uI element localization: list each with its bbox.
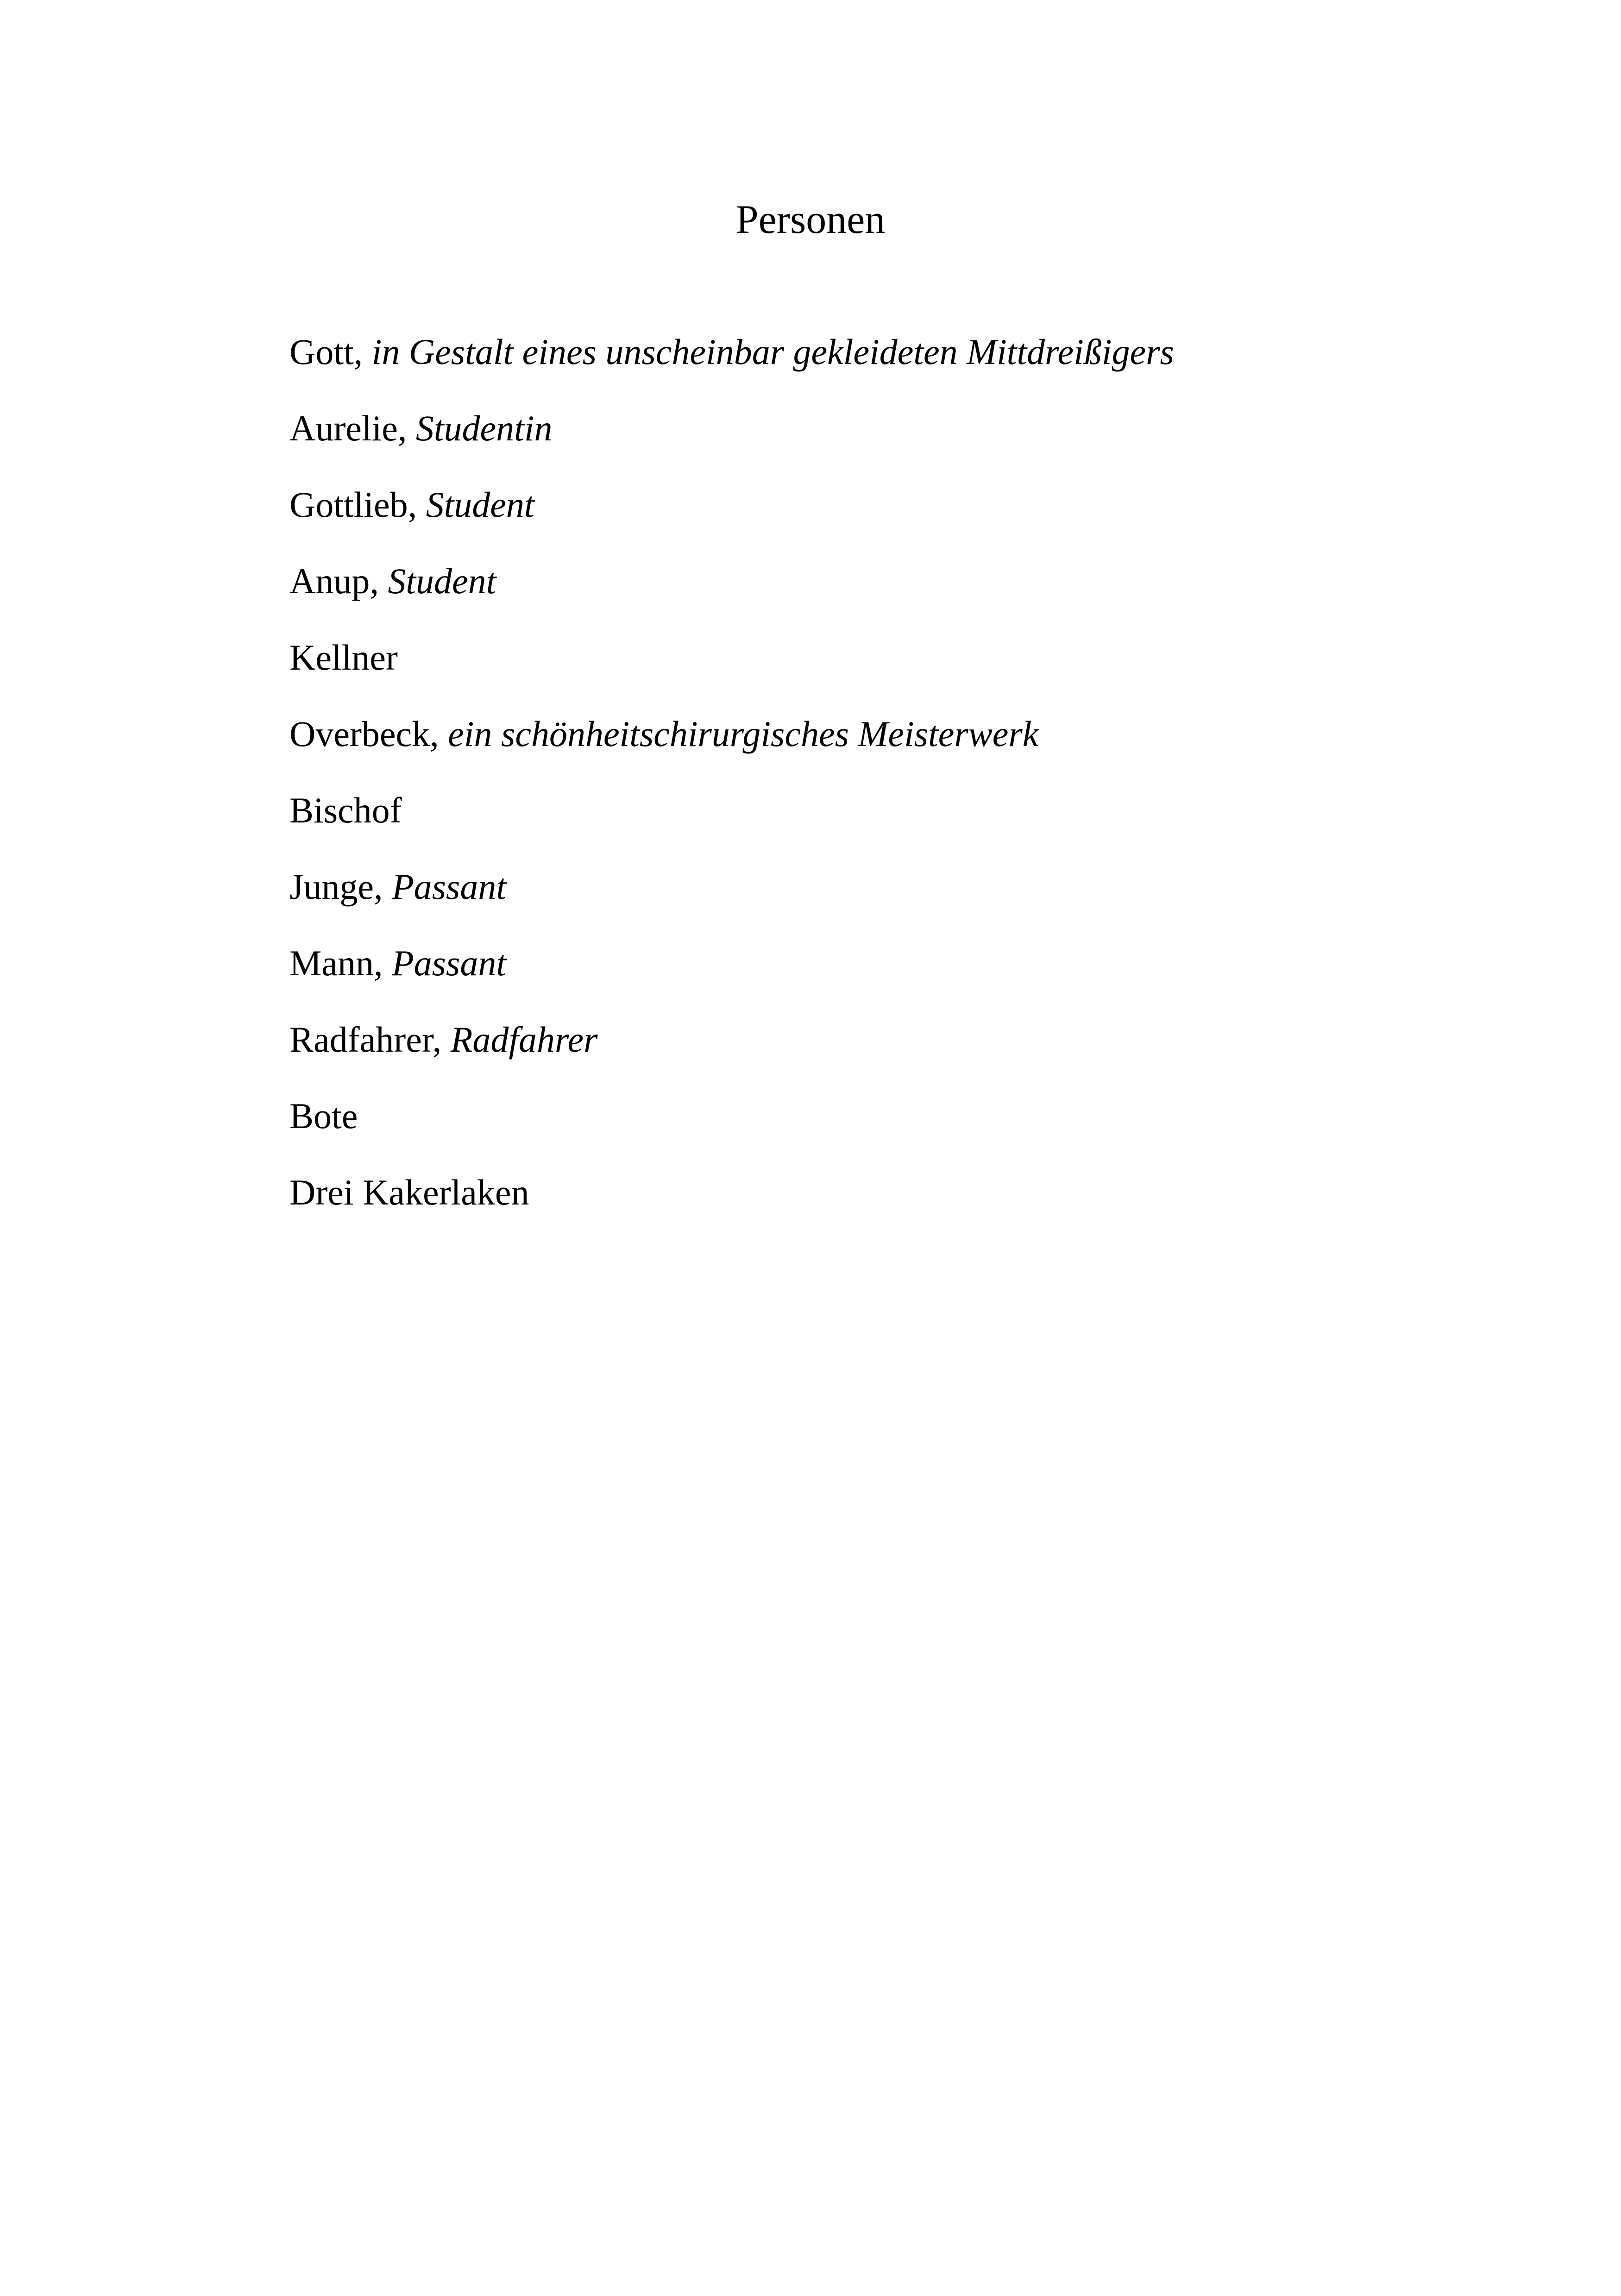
name-role-separator: , bbox=[430, 714, 448, 754]
name-role-separator: , bbox=[373, 866, 392, 907]
list-item bbox=[289, 479, 1174, 530]
list-item bbox=[289, 1167, 1174, 1218]
character-role: Studentin bbox=[415, 408, 553, 448]
character-name: Gott bbox=[289, 332, 354, 372]
list-item bbox=[289, 556, 1174, 607]
name-role-separator: , bbox=[432, 1019, 451, 1060]
character-role: Passant bbox=[391, 866, 507, 907]
character-name: Drei Kakerlaken bbox=[289, 1172, 529, 1212]
character-role: ein schönheitschirurgisches Meisterwerk bbox=[448, 714, 1039, 754]
list-item bbox=[289, 861, 1174, 912]
character-name: Radfahrer bbox=[289, 1019, 433, 1060]
character-name: Bote bbox=[289, 1096, 358, 1136]
character-role: Student bbox=[426, 484, 534, 525]
name-role-separator: , bbox=[373, 943, 392, 983]
name-role-separator: , bbox=[353, 332, 372, 372]
character-name: Gottlieb bbox=[289, 484, 408, 525]
character-role: Radfahrer bbox=[450, 1019, 598, 1060]
name-role-separator: , bbox=[408, 484, 426, 525]
list-item bbox=[289, 1091, 1174, 1142]
character-list bbox=[289, 326, 1174, 1243]
list-item bbox=[289, 709, 1174, 759]
character-name: Junge bbox=[289, 866, 374, 907]
character-role: Student bbox=[388, 561, 496, 601]
character-name: Bischof bbox=[289, 790, 402, 830]
character-name: Anup bbox=[289, 561, 370, 601]
list-item bbox=[289, 326, 1174, 377]
name-role-separator: , bbox=[397, 408, 416, 448]
character-name: Overbeck bbox=[289, 714, 430, 754]
list-item bbox=[289, 403, 1174, 454]
character-name: Mann bbox=[289, 943, 374, 983]
character-role: in Gestalt eines unscheinbar gekleideten Mittdreißigers bbox=[371, 332, 1174, 372]
character-name: Aurelie bbox=[289, 408, 398, 448]
character-name: Kellner bbox=[289, 637, 398, 678]
list-item bbox=[289, 1014, 1174, 1065]
page-title: Personen bbox=[735, 197, 886, 242]
list-item bbox=[289, 785, 1174, 836]
name-role-separator: , bbox=[370, 561, 388, 601]
character-role: Passant bbox=[391, 943, 507, 983]
list-item bbox=[289, 938, 1174, 989]
list-item bbox=[289, 632, 1174, 683]
